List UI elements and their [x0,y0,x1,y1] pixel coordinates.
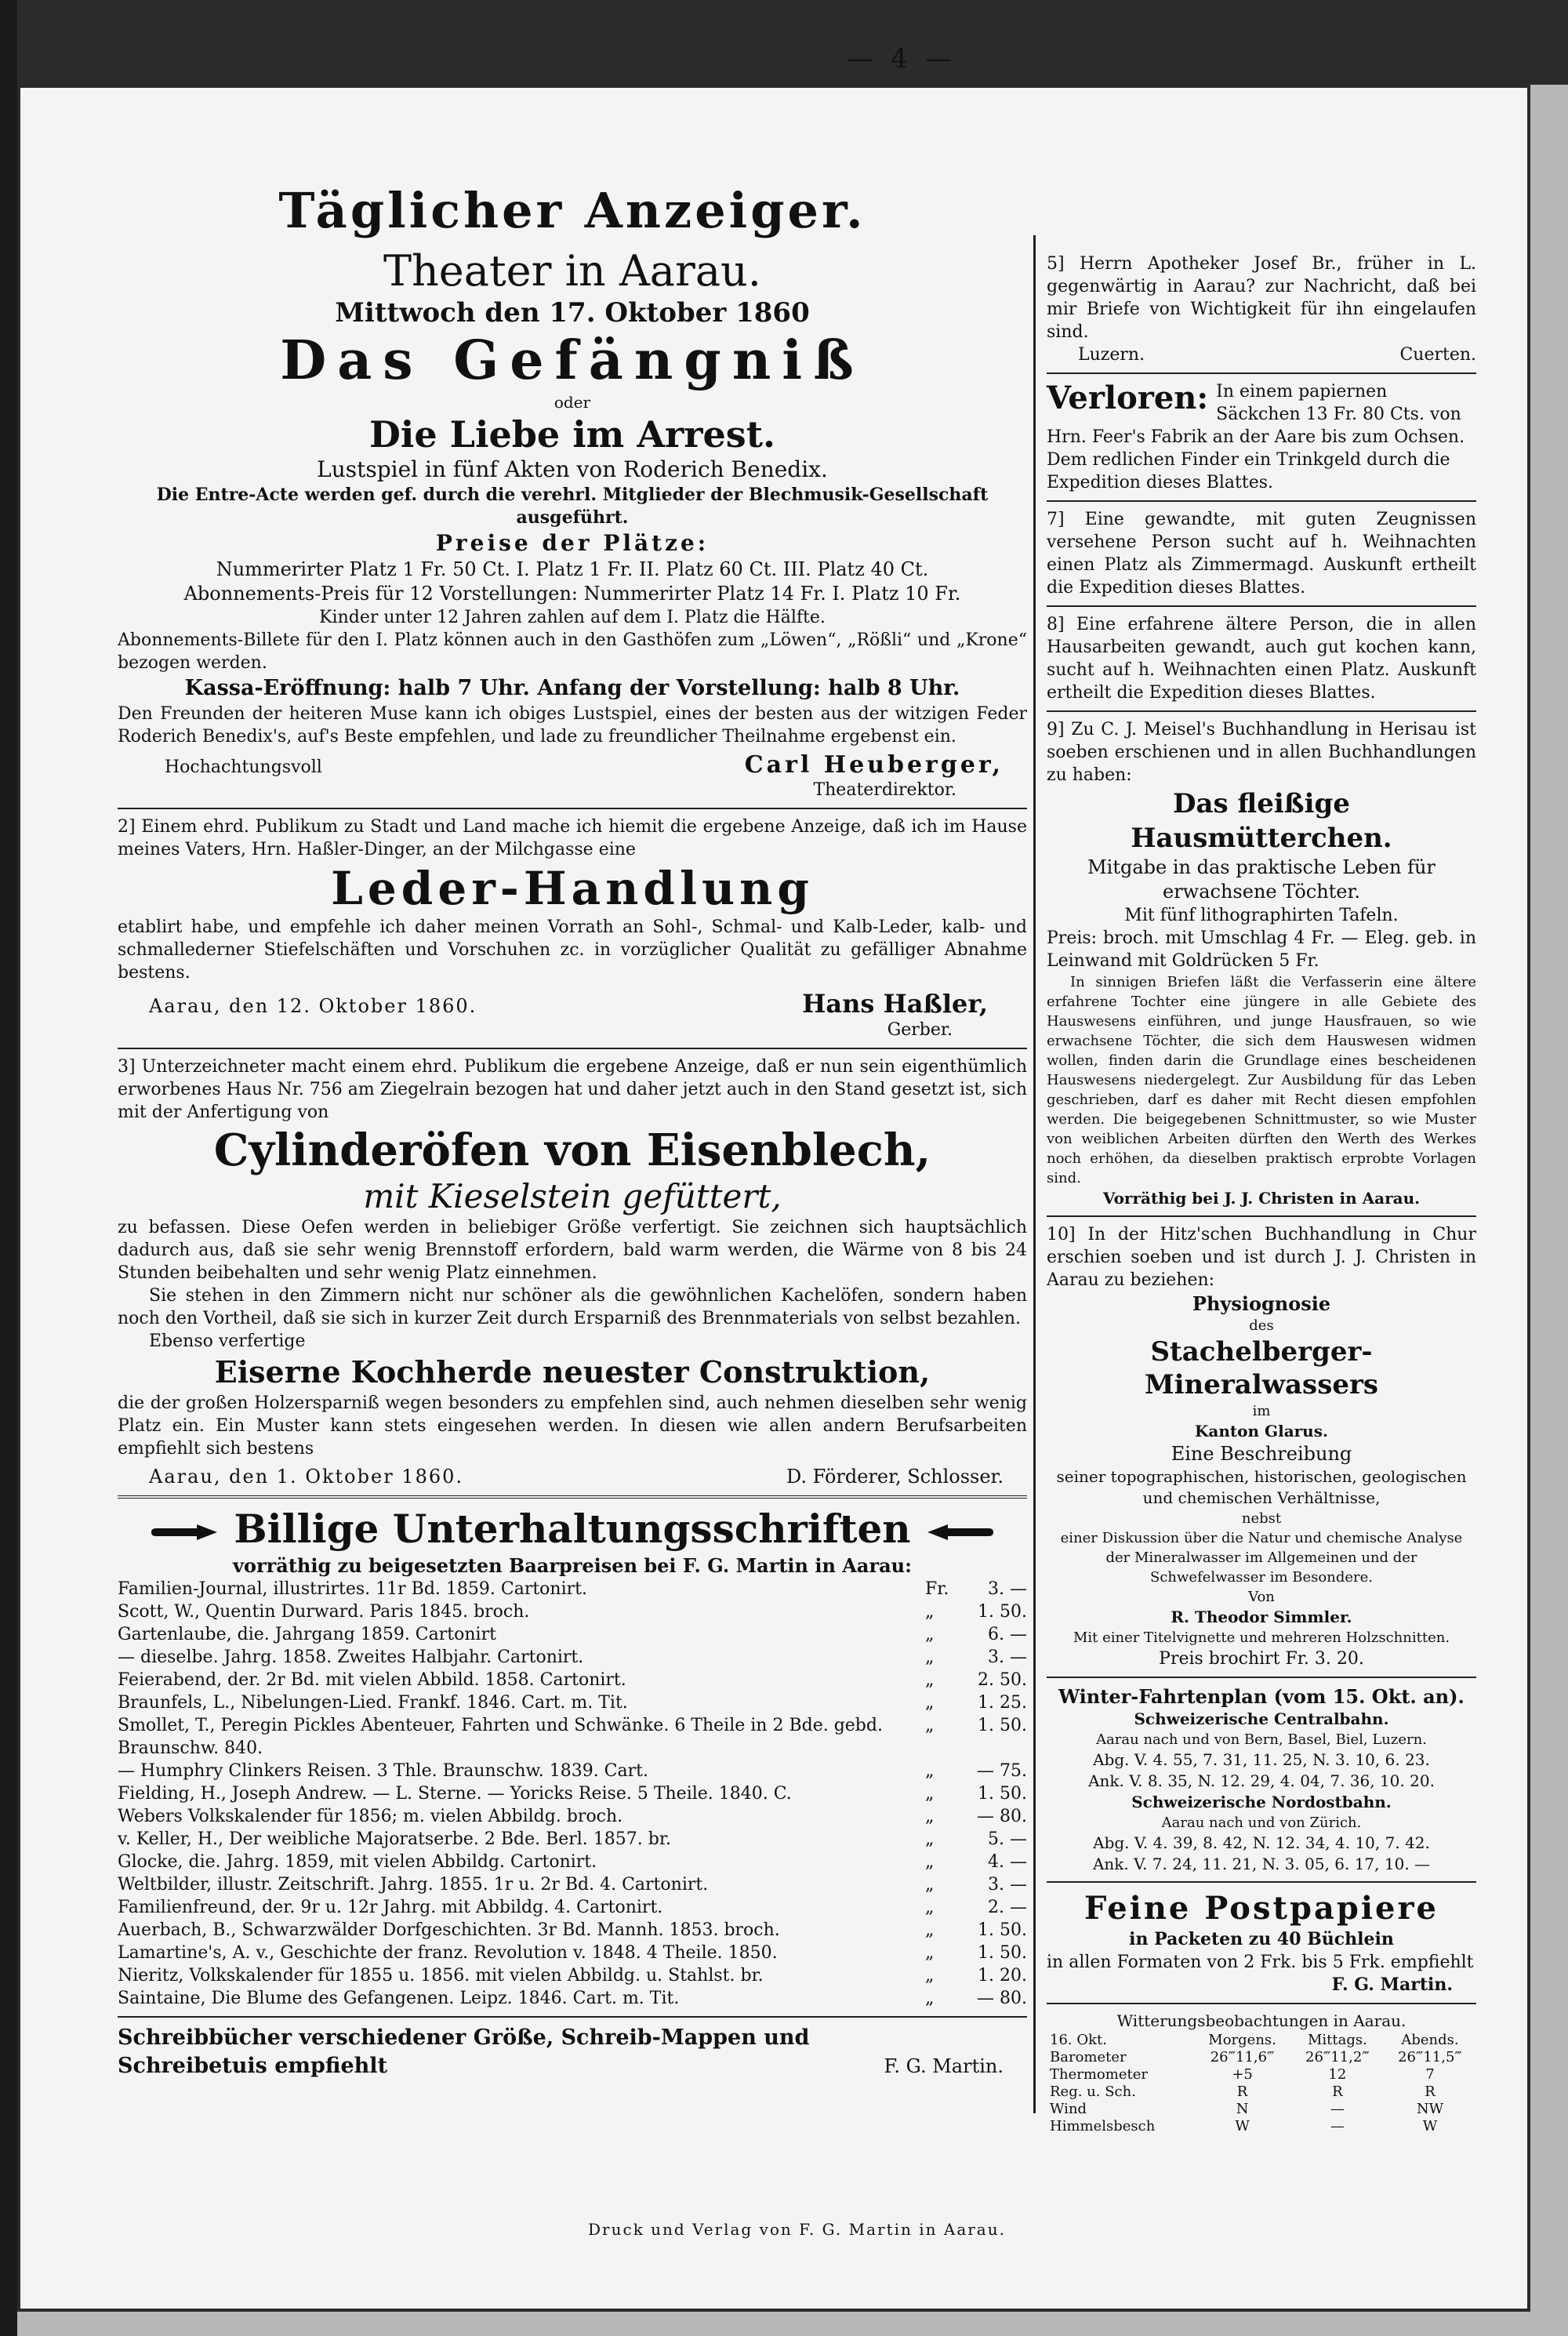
ad3-headline-2: Eiserne Kochherde neuester Construktion, [214,1354,931,1390]
book-row [118,1600,1027,1623]
ad3-body-2: Sie stehen in den Zimmern nicht nur schöner als die gewöhnlichen Kachelöfen, sondern haben noch den Vortheil, daß sie sich in kurzer Zeit durch Ersparniß des Brennmaterials von selbst bezahlen. [118,1286,1027,1328]
page-number: — 4 — [846,43,957,74]
nob-ank: Ank. V. 7. 24, 11. 21, N. 3. 05, 6. 17, 10. — [1092,1855,1431,1873]
book-currency: „ [925,1716,935,1735]
theater-oder: oder [554,393,591,412]
weather-row [1047,2118,1476,2135]
book-row [118,1646,1027,1669]
sc-abg: Abg. V. 4. 55, 7. 31, 11. 25, N. 3. 10, 6. 23. [1093,1750,1430,1769]
book-title: Familienfreund, der. 9r u. 12r Jahrg. mit Abbildg. 4. Cartonirt. [118,1898,663,1917]
weather-cell: +5 [1232,2066,1253,2083]
printer-line: Druck und Verlag von F. G. Martin in Aarau. [588,2220,1006,2239]
book-row [118,1760,1027,1782]
ad9-title: Das fleißige Hausmütterchen. [1131,788,1392,854]
theater-ad [118,246,1027,801]
book-row [118,1623,1027,1646]
ad-3-oefen [118,1055,1027,1489]
pointing-hand-icon [150,1519,220,1546]
book-title: Fielding, H., Joseph Andrew. — L. Sterne. — Yoricks Reise. 5 Theile. 1840. C. [118,1784,792,1804]
weather-cell: R [1425,2084,1436,2100]
postpapiere [1047,1889,1476,1996]
ad-10 [1047,1223,1476,1670]
book-currency: „ [925,1602,935,1622]
ad10-l3: Stachelberger-Mineralwassers [1144,1336,1379,1401]
divider [1047,1677,1476,1678]
theater-closing: Hochachtungsvoll [165,757,322,777]
book-price: 6. — [988,1625,1027,1644]
ad3-place-date: Aarau, den 1. Oktober 1860. [149,1466,464,1488]
book-row [118,1782,1027,1805]
weather-cell: W [1235,2118,1250,2134]
theater-abo: Abonnements-Preis für 12 Vorstellungen: Nummerirter Platz 14 Fr. I. Platz 10 Fr. [183,583,961,605]
ad-verloren [1047,380,1476,494]
book-currency: „ [925,1989,935,2008]
ad10-l1: Physiognosie [1192,1292,1331,1315]
weather-cell: 26‴11,2‴ [1305,2049,1370,2065]
weather-cell: NW [1416,2101,1444,2117]
book-currency: „ [925,1625,935,1644]
book-currency: Fr. [925,1579,949,1599]
nob-sub: Aarau nach und von Zürich. [1161,1815,1362,1831]
book-currency: „ [925,1966,935,1985]
ad3-ebenso: Ebenso verfertige [149,1331,306,1351]
scan-left-edge [0,0,17,2336]
divider [1047,372,1476,374]
book-price: — 75. [977,1761,1027,1781]
book-price: 1. 50. [978,1784,1027,1804]
weather-row [1047,2101,1476,2118]
ad-9 [1047,718,1476,1209]
weather-cell: 7 [1425,2066,1435,2083]
weather-table [1047,2032,1476,2135]
book-row [118,1578,1027,1600]
book-title: Feierabend, der. 2r Bd. mit vielen Abbild. 1858. Cartonirt. [118,1670,626,1690]
weather-cell: Wind [1050,2101,1087,2117]
theater-author: Lustspiel in fünf Akten von Roderich Benedix. [317,456,828,482]
theater-venue: Theater in Aarau. [383,246,761,296]
ad-7: 7] Eine gewandte, mit guten Zeugnissen versehene Person sucht auf h. Weihnachten einen Platz als Zimmermagd. Auskunft ertheilt die Expedition dieses Blattes. [1047,510,1476,598]
theater-prices-heading: Preise der Plätze: [435,530,710,556]
book-currency: „ [925,1761,935,1781]
theater-date: Mittwoch den 17. Oktober 1860 [335,297,810,329]
left-column [118,94,1027,2080]
weather-header-cell: Mittags. [1307,2032,1367,2048]
weather-cell: Himmelsbesch [1050,2118,1156,2134]
ad9-sub: Mitgabe in das praktische Leben für erwachsene Töchter. [1087,856,1436,903]
books-list [118,1578,1027,2010]
weather-cell: — [1330,2101,1345,2117]
ad3-sub: mit Kieselstein gefüttert, [363,1177,782,1215]
divider [1047,605,1476,607]
ad10-l13: Preis brochirt Fr. 3. 20. [1159,1649,1364,1669]
book-row [118,1964,1027,1987]
book-price: 1. 50. [978,1943,1027,1963]
divider [1047,500,1476,502]
books-headline: Billige Unterhaltungsschriften [234,1506,911,1552]
ad3-signer: D. Förderer, Schlosser. [786,1466,1004,1488]
verloren-headline: Verloren: [1047,380,1209,416]
ad2-body: etablirt habe, und empfehle ich daher meinen Vorrath an Sohl-, Schmal- und Kalb-Leder, kalb- und schmallederner Stiefelschäften und Vorschuhen zc. in vorzüglicher Qualität zu gefälliger Abnahme bestens. [118,917,1027,983]
weather-cell: 26‴11,6‴ [1210,2049,1275,2065]
book-row [118,1691,1027,1714]
book-price: 1. 25. [978,1693,1027,1713]
book-row [118,1805,1027,1828]
book-price: — 80. [977,1989,1027,2008]
weather-title: Witterungsbeobachtungen in Aarau. [1116,2011,1406,2030]
book-row [118,1669,1027,1691]
book-price: 4. — [988,1852,1027,1872]
book-price: 2. — [988,1898,1027,1917]
weather-row [1047,2084,1476,2101]
book-title: Lamartine's, A. v., Geschichte der franz. Revolution v. 1848. 4 Theile. 1850. [118,1943,778,1963]
book-currency: „ [925,1875,935,1895]
weather-cell: W [1422,2118,1438,2134]
book-price: 5. — [988,1829,1027,1849]
ad-8: 8] Eine erfahrene ältere Person, die in allen Hausarbeiten gewandt, auch gut kochen kann, sucht auf h. Weihnachten einen Platz. Auskunft ertheilt die Expedition dieses Blattes. [1047,615,1476,703]
book-price: — 80. [977,1807,1027,1826]
ad3-headline: Cylinderöfen von Eisenblech, [213,1124,931,1176]
fahrplan-title: Winter-Fahrtenplan (vom 15. Okt. an). [1058,1685,1465,1708]
ad10-l11: R. Theodor Simmler. [1171,1608,1352,1626]
weather [1047,2011,1476,2135]
ad9-vorraethig: Vorräthig bei J. J. Christen in Aarau. [1102,1189,1421,1208]
divider [118,1495,1027,1499]
theater-kassa: Kassa-Eröffnung: halb 7 Uhr. Anfang der Vorstellung: halb 8 Uhr. [184,676,960,700]
book-price: 3. — [988,1579,1027,1599]
book-currency: „ [925,1670,935,1690]
book-price: 1. 50. [978,1602,1027,1622]
post-signer: F. G. Martin. [1331,1975,1453,1995]
book-price: 2. 50. [978,1670,1027,1690]
book-title: Braunfels, L., Nibelungen-Lied. Frankf. 1846. Cart. m. Tit. [118,1693,628,1713]
divider [118,2016,1027,2018]
nob-abg: Abg. V. 4. 39, 8. 42, N. 12. 34, 4. 10, 7. 42. [1093,1833,1430,1852]
theater-subtitle: Die Liebe im Arrest. [369,413,775,456]
books-footer-1: Schreibbücher verschiedener Größe, Schreib-Mappen und [118,2025,810,2050]
ad9-body: In sinnigen Briefen läßt die Verfasserin eine ältere erfahrene Tochter eine jüngere in alle Gebiete des Hauswesens einführen, und junge Hausfrauen, so wie erwachsene Töchter, die sich dem Hauswesen widmen wollen, finden darin die Grundlage eines bescheidenen Hauswesens niedergelegt. Zur Ausbildung für das Leben geschrieben, darf es daher mit Recht diesen empfohlen werden. Die beigegebenen Schnittmuster, so wie Muster von weiblichen Arbeiten dürften den Werth des Werkes noch erhöhen, da dieselben praktisch erprobte Vorlagen sind. [1047,974,1476,1186]
book-row [118,1987,1027,2010]
theater-kinder: Kinder unter 12 Jahren zahlen auf dem I. Platz die Hälfte. [319,608,826,627]
book-title: v. Keller, H., Der weibliche Majoratserbe. 2 Bde. Berl. 1857. br. [118,1829,671,1849]
book-price: 1. 50. [978,1716,1027,1735]
theater-body: Den Freunden der heiteren Muse kann ich obiges Lustspiel, eines der besten aus der witzigen Feder Roderich Benedix's, auf's Beste empfehlen, und lade zu freundlicher Theilnahme ergebenst ein. [118,704,1027,747]
weather-cell: 12 [1328,2066,1347,2083]
ad10-l2: des [1249,1317,1274,1334]
divider [1047,1881,1476,1883]
theater-signer: Carl Heuberger, [744,751,1004,779]
ad9-intro: 9] Zu C. J. Meisel's Buchhandlung in Herisau ist soeben erschienen und in allen Buchhandlungen zu haben: [1047,720,1476,785]
book-currency: „ [925,1807,935,1826]
divider [1047,2003,1476,2004]
book-title: Auerbach, B., Schwarzwälder Dorfgeschichten. 3r Bd. Mannh. 1853. broch. [118,1920,780,1940]
ad-2-leder [118,816,1027,1041]
weather-cell: R [1236,2084,1248,2100]
column-divider [1033,235,1036,2113]
book-title: Weltbilder, illustr. Zeitschrift. Jahrg. 1855. 1r u. 2r Bd. 4. Cartonirt. [118,1875,709,1895]
books-sub: vorräthig zu beigesetzten Baarpreisen bei F. G. Martin in Aarau: [233,1554,912,1577]
weather-header-cell: Abends. [1401,2032,1459,2048]
masthead: Täglicher Anzeiger. [278,182,866,239]
book-title: Smollet, T., Peregin Pickles Abenteuer, Fahrten und Schwänke. 6 Theile in 2 Bde. gebd. Braunschw. 840. [118,1716,883,1758]
ad3-intro: Unterzeichneter macht einem ehrd. Publikum die ergebene Anzeige, daß er nun sein eigenthümlich erworbenes Haus Nr. 756 am Ziegelrain bezogen hat und daher jetzt auch in den Stand gesetzt ist, sich mit der Anfertigung von [118,1057,1028,1122]
book-title: Saintaine, Die Blume des Gefangenen. Leipz. 1846. Cart. m. Tit. [118,1989,680,2008]
book-title: Familien-Journal, illustrirtes. 11r Bd. 1859. Cartonirt. [118,1579,587,1599]
ad-number: 3] [118,1057,136,1077]
ad9-preis: Preis: broch. mit Umschlag 4 Fr. — Eleg. geb. in Leinwand mit Goldrücken 5 Fr. [1047,928,1476,971]
weather-cell: Thermometer [1050,2066,1148,2083]
ad5-signer: Cuerten. [1399,345,1476,365]
ad5-place: Luzern. [1078,345,1145,365]
verloren-text: In einem papiernen Säckchen 13 Fr. 80 Cts. von Hrn. Feer's Fabrik an der Aare bis zum Ochsen. Dem redlichen Finder ein Trinkgeld durch die Expedition dieses Blattes. [1047,382,1465,492]
books-footer-2: Schreibetuis empfiehlt [118,2054,388,2078]
weather-header-cell: Morgens. [1208,2032,1276,2048]
ad2-place-date: Aarau, den 12. Oktober 1860. [149,995,477,1017]
books-footer-signer: F. G. Martin. [884,2055,1004,2077]
book-row [118,1942,1027,1964]
weather-header-cell: 16. Okt. [1050,2032,1107,2048]
ad10-l12: Mit einer Titelvignette und mehreren Holzschnitten. [1073,1629,1450,1646]
ad10-l6: Eine Beschreibung [1171,1443,1352,1465]
weather-cell: Reg. u. Sch. [1050,2084,1136,2100]
pointing-hand-icon [924,1519,995,1546]
weather-cell: — [1330,2118,1345,2134]
theater-title: Das Gefängniß [280,329,865,392]
book-row [118,1873,1027,1896]
book-title: — dieselbe. Jahrg. 1858. Zweites Halbjahr. Cartonirt. [118,1648,584,1667]
book-price: 1. 50. [978,1920,1027,1940]
ad3-body-3: die der großen Holzersparniß wegen besonders zu empfehlen sind, auch nehmen dieselben sehr wenig Platz ein. Ein Muster kann stets eingesehen werden. In diesen wie allen andern Berufsarbeiten empfiehlt sich bestens [118,1393,1027,1459]
right-column [1047,252,1476,2135]
ad2-signer: Hans Haßler, [802,989,988,1019]
ad-5: 5] Herrn Apotheker Josef Br., früher in L. gegenwärtig in Aarau? zur Nachricht, daß bei mir Briefe von Wichtigkeit für ihn eingelaufen sind. [1047,254,1476,342]
book-title: Scott, W., Quentin Durward. Paris 1845. broch. [118,1602,530,1622]
post-text: in allen Formaten von 2 Frk. bis 5 Frk. empfiehlt [1047,1953,1474,1972]
ad9-tafeln: Mit fünf lithographirten Tafeln. [1124,906,1399,925]
book-currency: „ [925,1784,935,1804]
divider [118,808,1027,809]
weather-cell: R [1332,2084,1343,2100]
book-row [118,1828,1027,1851]
ad2-headline: Leder-Handlung [331,862,814,915]
book-price: 1. 20. [978,1966,1027,1985]
book-currency: „ [925,1920,935,1940]
book-title: Glocke, die. Jahrg. 1859, mit vielen Abbildg. Cartonirt. [118,1852,597,1872]
post-headline: Feine Postpapiere [1083,1890,1439,1927]
book-currency: „ [925,1693,935,1713]
book-row [118,1896,1027,1919]
book-title: Nieritz, Volkskalender für 1855 u. 1856. mit vielen Abbildg. u. Stahlst. br. [118,1966,764,1985]
ad10-l8: nebst [1241,1510,1282,1527]
books-ad [118,1505,1027,2080]
theater-prices: Nummerirter Platz 1 Fr. 50 Ct. I. Platz 1 Fr. II. Platz 60 Ct. III. Platz 40 Ct. [216,558,929,580]
ad10-l10: Von [1248,1589,1275,1605]
weather-row [1047,2066,1476,2084]
divider [1047,710,1476,712]
book-price: 3. — [988,1648,1027,1667]
ad3-body-1: zu befassen. Diese Oefen werden in beliebiger Größe verfertigt. Sie zeichnen sich hauptsächlich dadurch aus, daß sie sehr wenig Brennstoff erfordern, bald warm werden, die Wärme von 8 bis 24 Stunden beibehalten und sehr wenig Platz einnehmen. [118,1218,1027,1283]
divider [1047,1215,1476,1217]
nob-title: Schweizerische Nordostbahn. [1131,1793,1392,1811]
fahrplan [1047,1684,1476,1875]
book-currency: „ [925,1648,935,1667]
book-currency: „ [925,1943,935,1963]
theater-signer-role: Theaterdirektor. [813,780,956,800]
book-row [118,1919,1027,1942]
book-price: 3. — [988,1875,1027,1895]
book-title: Gartenlaube, die. Jahrgang 1859. Cartonirt [118,1625,496,1644]
divider [118,1048,1027,1049]
book-currency: „ [925,1898,935,1917]
book-row [118,1714,1027,1760]
ad10-l4: im [1252,1403,1271,1419]
ad10-l5: Kanton Glarus. [1195,1422,1328,1440]
theater-entre-acte: Die Entre-Acte werden gef. durch die verehrl. Mitglieder der Blechmusik-Gesellschaft ausgeführt. [156,485,989,528]
book-currency: „ [925,1829,935,1849]
ad10-intro: 10] In der Hitz'schen Buchhandlung in Chur erschien soeben und ist durch J. J. Christen in Aarau zu beziehen: [1047,1225,1476,1290]
book-title: — Humphry Clinkers Reisen. 3 Thle. Braunschw. 1839. Cart. [118,1761,648,1781]
weather-cell: Barometer [1050,2049,1127,2065]
sc-sub: Aarau nach und von Bern, Basel, Biel, Luzern. [1096,1731,1427,1748]
weather-cell: N [1236,2101,1249,2117]
ad2-intro: Einem ehrd. Publikum zu Stadt und Land mache ich hiemit die ergebene Anzeige, daß ich im Hause meines Vaters, Hrn. Haßler-Dinger, an der Milchgasse eine [118,817,1027,859]
book-row [118,1851,1027,1873]
ad10-l7: seiner topographischen, historischen, geologischen und chemischen Verhältnisse, [1056,1467,1467,1507]
post-sub: in Packeten zu 40 Büchlein [1129,1929,1394,1949]
weather-row [1047,2049,1476,2066]
sc-title: Schweizerische Centralbahn. [1134,1709,1389,1728]
book-title: Webers Volkskalender für 1856; m. vielen Abbildg. broch. [118,1807,623,1826]
ad2-role: Gerber. [887,1020,953,1040]
ad10-l9: einer Diskussion über die Natur und chemische Analyse der Mineralwasser im Allgemeinen und der Schwefelwasser im Besondere. [1060,1530,1463,1586]
ad-number: 2] [118,817,136,837]
book-currency: „ [925,1852,935,1872]
weather-cell: 26‴11,5‴ [1398,2049,1462,2065]
sc-ank: Ank. V. 8. 35, N. 12. 29, 4. 04, 7. 36, 10. 20. [1088,1771,1435,1790]
theater-abo-billete: Abonnements-Billete für den I. Platz können auch in den Gasthöfen zum „Löwen“, „Rößli“ und „Krone“ bezogen werden. [118,630,1027,673]
